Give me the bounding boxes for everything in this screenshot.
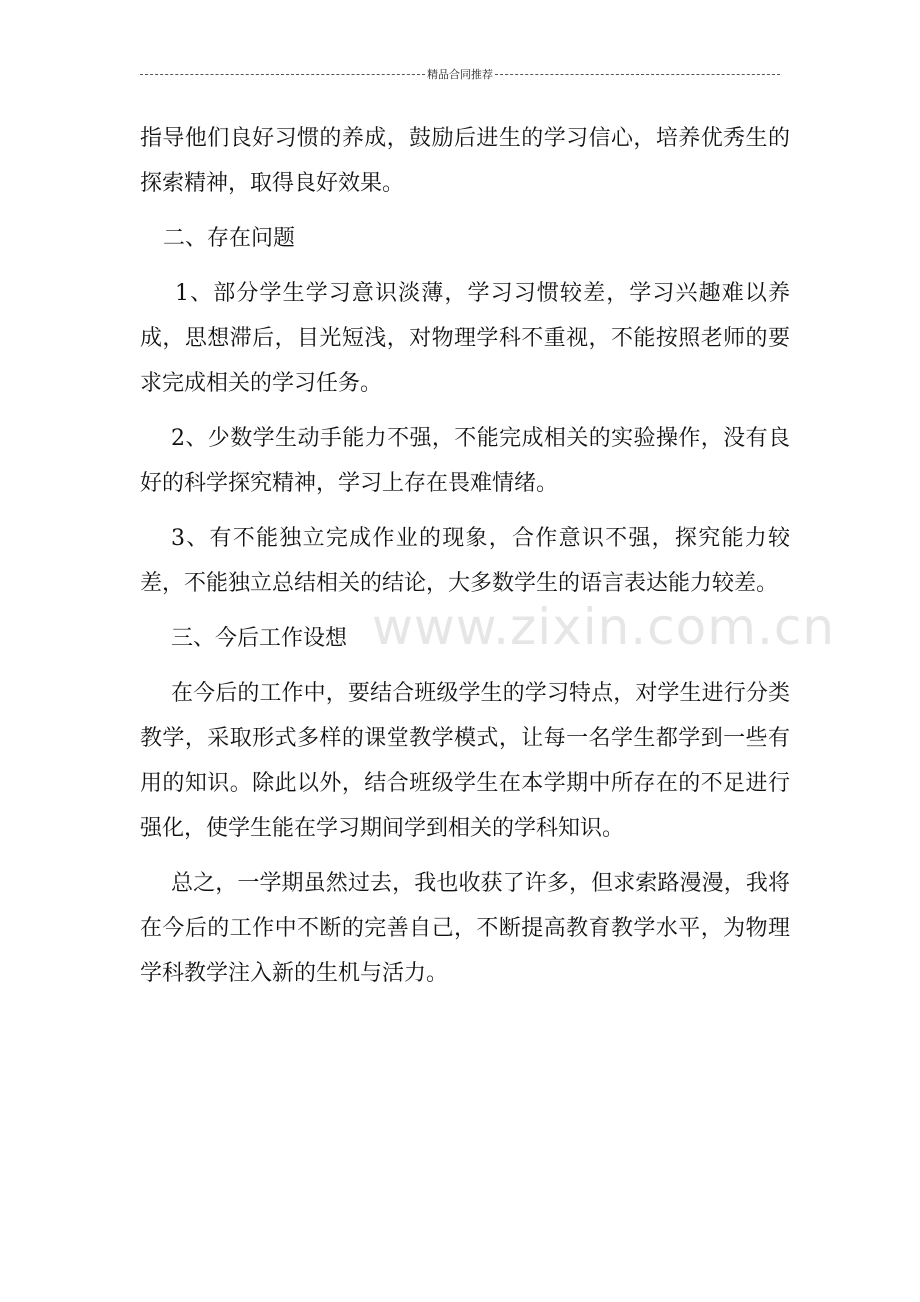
watermark: www.zixin.com.cn	[372, 598, 836, 656]
document-body	[140, 116, 790, 996]
problem-item-2: 2、少数学生动手能力不强，不能完成相关的实验操作，没有良好的科学探究精神，学习上存在畏难情绪。	[140, 426, 790, 496]
problem-item-3: 3、有不能独立完成作业的现象，合作意识不强，探究能力较差，不能独立总结相关的结论，大多数学生的语言表达能力较差。	[140, 526, 790, 596]
problem-item-1: 1、部分学生学习意识淡薄，学习习惯较差，学习兴趣难以养成，思想滞后，目光短浅，对物理学科不重视，不能按照老师的要求完成相关的学习任务。	[140, 281, 790, 396]
paragraph-continuation: 指导他们良好习惯的养成，鼓励后进生的学习信心，培养优秀生的探索精神，取得良好效果。	[140, 126, 790, 196]
page-header	[140, 66, 780, 82]
header-rule-right	[495, 74, 780, 75]
section-heading-plans: 三、今后工作设想	[171, 626, 348, 651]
plans-paragraph: 在今后的工作中，要结合班级学生的学习特点，对学生进行分类教学，采取形式多样的课堂教学模式，让每一名学生都学到一些有用的知识。除此以外，结合班级学生在本学期中所存在的不足进行强化，使学生能在学习期间学到相关的学科知识。	[140, 681, 790, 841]
section-heading-problems: 二、存在问题	[163, 226, 296, 251]
header-title: 精品合同推荐	[427, 68, 493, 81]
header-rule-left	[140, 74, 425, 75]
conclusion-paragraph: 总之，一学期虽然过去，我也收获了许多，但求索路漫漫，我将在今后的工作中不断的完善自己，不断提高教育教学水平，为物理学科教学注入新的生机与活力。	[140, 871, 790, 986]
